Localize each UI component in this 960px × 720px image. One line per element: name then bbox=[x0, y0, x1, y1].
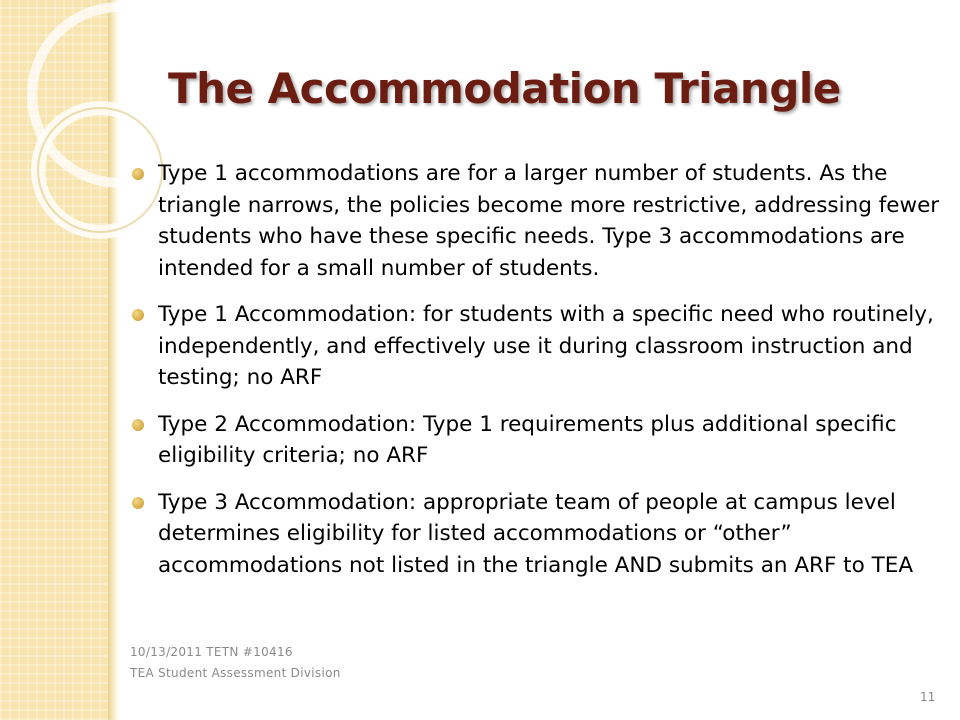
footer-organization: TEA Student Assessment Division bbox=[130, 666, 341, 680]
bullet-text: Type 1 Accommodation: for students with a specific need who routinely, independently, and effectively use it during classroom instruction and testing; no ARF bbox=[158, 302, 934, 390]
bullet-item bbox=[130, 299, 956, 394]
bullet-item bbox=[130, 158, 956, 284]
bullet-text: Type 2 Accommodation: Type 1 requirements plus additional specific eligibility criteria; no ARF bbox=[158, 411, 897, 468]
bullet-dot-icon bbox=[132, 309, 144, 321]
bullet-dot-icon bbox=[132, 419, 144, 431]
bullet-list bbox=[130, 158, 956, 596]
bullet-text: Type 1 accommodations are for a larger number of students. As the triangle narrows, the policies become more restrictive, addressing fewer students who have these specific needs. Type 3 accommodations are intended for a small number of students. bbox=[158, 161, 940, 281]
slide-title: The Accommodation Triangle bbox=[168, 64, 841, 113]
bullet-text: Type 3 Accommodation: appropriate team of people at campus level determines eligibility for listed accommodations or “other” accommodations not listed in the triangle AND submits an ARF to TEA bbox=[158, 489, 914, 578]
bullet-dot-icon bbox=[132, 168, 144, 180]
page-number: 11 bbox=[920, 690, 936, 704]
bullet-dot-icon bbox=[132, 497, 144, 509]
bullet-item bbox=[130, 409, 956, 472]
footer-date: 10/13/2011 TETN #10416 bbox=[130, 645, 293, 659]
bullet-item bbox=[130, 487, 956, 582]
